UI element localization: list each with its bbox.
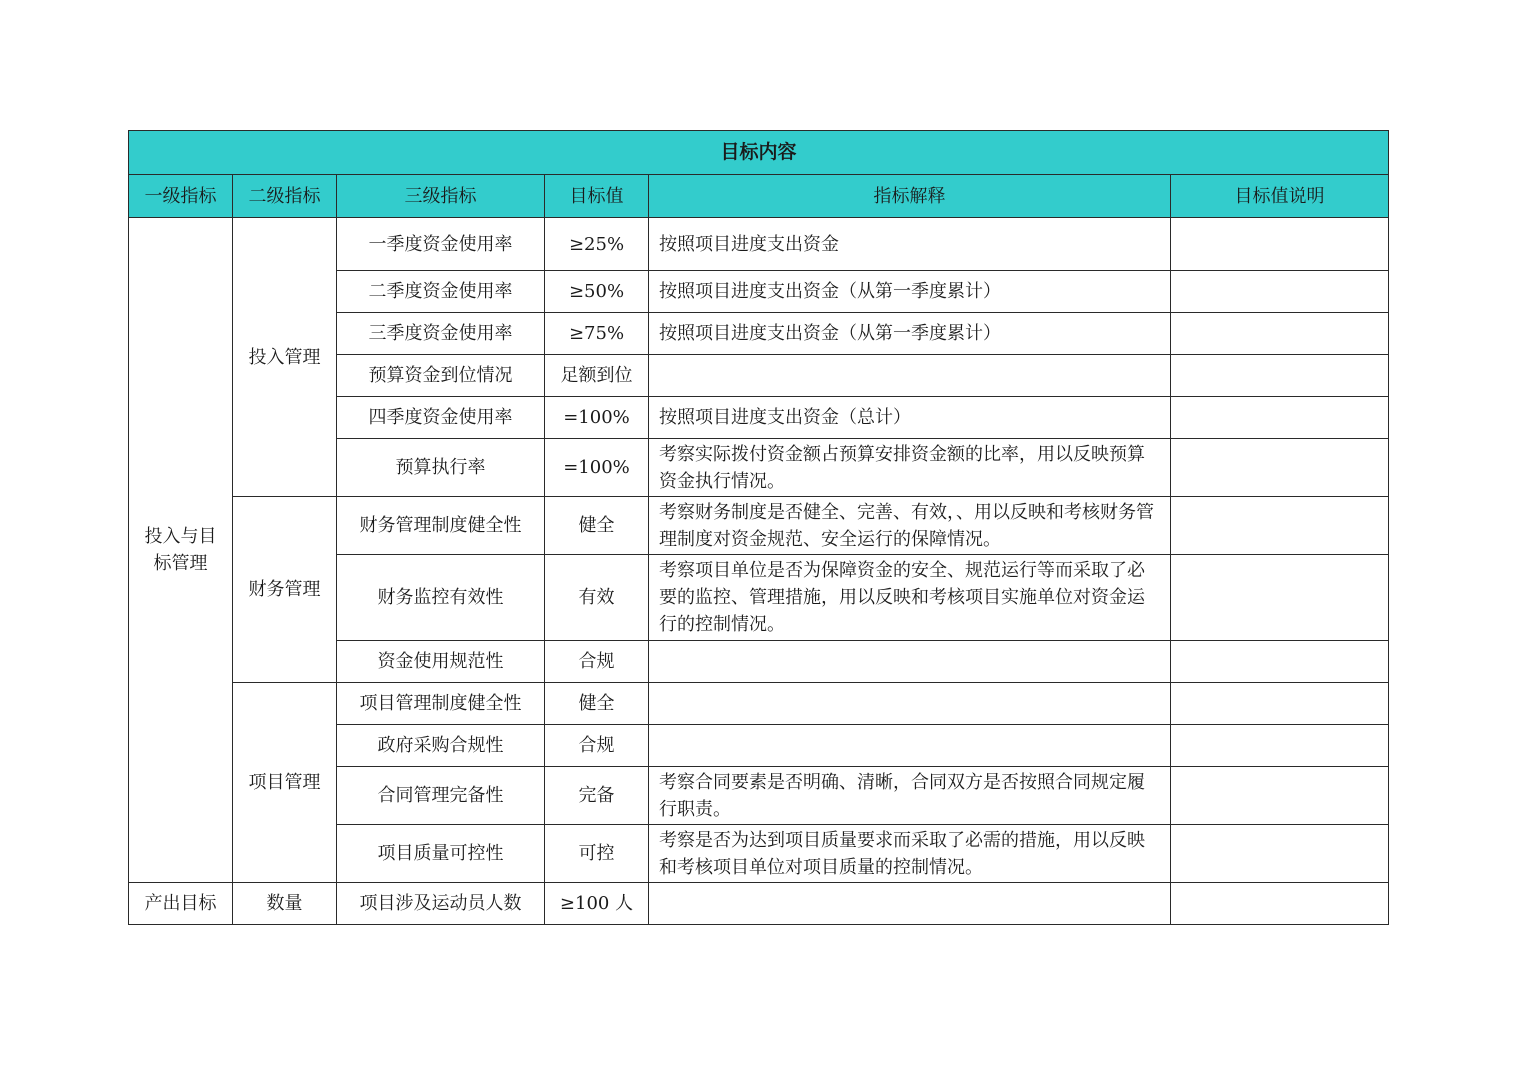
explain-cell bbox=[649, 641, 1171, 683]
level3-cell: 预算执行率 bbox=[337, 439, 545, 497]
level3-cell: 项目质量可控性 bbox=[337, 825, 545, 883]
table-header-row bbox=[129, 175, 1389, 218]
target-cell: 有效 bbox=[545, 555, 649, 641]
explain-cell: 考察合同要素是否明确、清晰，合同双方是否按照合同规定履行职责。 bbox=[649, 767, 1171, 825]
level1-cell: 投入与目标管理 bbox=[129, 218, 233, 883]
target-cell: ≥75% bbox=[545, 313, 649, 355]
explain-cell: 考察是否为达到项目质量要求而采取了必需的措施，用以反映和考核项目单位对项目质量的控制情况。 bbox=[649, 825, 1171, 883]
level3-cell: 预算资金到位情况 bbox=[337, 355, 545, 397]
level3-cell: 财务管理制度健全性 bbox=[337, 497, 545, 555]
header-explain: 指标解释 bbox=[649, 175, 1171, 218]
note-cell bbox=[1171, 683, 1389, 725]
level2-cell: 数量 bbox=[233, 883, 337, 925]
note-cell bbox=[1171, 355, 1389, 397]
table-row bbox=[129, 497, 1389, 555]
target-cell: ≥50% bbox=[545, 271, 649, 313]
target-cell: 可控 bbox=[545, 825, 649, 883]
table-title-row bbox=[129, 131, 1389, 175]
explain-cell bbox=[649, 683, 1171, 725]
level3-cell: 财务监控有效性 bbox=[337, 555, 545, 641]
target-cell: 合规 bbox=[545, 725, 649, 767]
table-row bbox=[129, 883, 1389, 925]
level3-cell: 一季度资金使用率 bbox=[337, 218, 545, 271]
header-note: 目标值说明 bbox=[1171, 175, 1389, 218]
level3-cell: 四季度资金使用率 bbox=[337, 397, 545, 439]
note-cell bbox=[1171, 725, 1389, 767]
explain-cell: 按照项目进度支出资金（从第一季度累计） bbox=[649, 271, 1171, 313]
indicator-table bbox=[128, 130, 1389, 925]
table-row bbox=[129, 683, 1389, 725]
level1-cell: 产出目标 bbox=[129, 883, 233, 925]
note-cell bbox=[1171, 271, 1389, 313]
target-cell: 完备 bbox=[545, 767, 649, 825]
note-cell bbox=[1171, 555, 1389, 641]
note-cell bbox=[1171, 497, 1389, 555]
level3-cell: 合同管理完备性 bbox=[337, 767, 545, 825]
note-cell bbox=[1171, 397, 1389, 439]
level3-cell: 二季度资金使用率 bbox=[337, 271, 545, 313]
explain-cell bbox=[649, 355, 1171, 397]
target-cell: =100% bbox=[545, 397, 649, 439]
target-cell: 足额到位 bbox=[545, 355, 649, 397]
explain-cell: 按照项目进度支出资金（从第一季度累计） bbox=[649, 313, 1171, 355]
explain-cell: 考察项目单位是否为保障资金的安全、规范运行等而采取了必要的监控、管理措施，用以反映和考核项目实施单位对资金运行的控制情况。 bbox=[649, 555, 1171, 641]
explain-cell bbox=[649, 883, 1171, 925]
header-target: 目标值 bbox=[545, 175, 649, 218]
target-cell: 健全 bbox=[545, 683, 649, 725]
level3-cell: 资金使用规范性 bbox=[337, 641, 545, 683]
header-level2: 二级指标 bbox=[233, 175, 337, 218]
explain-cell: 考察实际拨付资金额占预算安排资金额的比率，用以反映预算资金执行情况。 bbox=[649, 439, 1171, 497]
level2-cell: 财务管理 bbox=[233, 497, 337, 683]
table-title: 目标内容 bbox=[129, 131, 1389, 175]
note-cell bbox=[1171, 825, 1389, 883]
header-level1: 一级指标 bbox=[129, 175, 233, 218]
note-cell bbox=[1171, 313, 1389, 355]
level2-cell: 项目管理 bbox=[233, 683, 337, 883]
explain-cell: 按照项目进度支出资金（总计） bbox=[649, 397, 1171, 439]
note-cell bbox=[1171, 641, 1389, 683]
note-cell bbox=[1171, 883, 1389, 925]
note-cell bbox=[1171, 218, 1389, 271]
target-cell: =100% bbox=[545, 439, 649, 497]
note-cell bbox=[1171, 439, 1389, 497]
table-row bbox=[129, 218, 1389, 271]
header-level3: 三级指标 bbox=[337, 175, 545, 218]
level2-cell: 投入管理 bbox=[233, 218, 337, 497]
explain-cell: 考察财务制度是否健全、完善、有效，、用以反映和考核财务管理制度对资金规范、安全运行的保障情况。 bbox=[649, 497, 1171, 555]
explain-cell: 按照项目进度支出资金 bbox=[649, 218, 1171, 271]
level3-cell: 政府采购合规性 bbox=[337, 725, 545, 767]
note-cell bbox=[1171, 767, 1389, 825]
level3-cell: 三季度资金使用率 bbox=[337, 313, 545, 355]
target-cell: ≥100 人 bbox=[545, 883, 649, 925]
level3-cell: 项目管理制度健全性 bbox=[337, 683, 545, 725]
level3-cell: 项目涉及运动员人数 bbox=[337, 883, 545, 925]
explain-cell bbox=[649, 725, 1171, 767]
target-cell: 合规 bbox=[545, 641, 649, 683]
target-cell: ≥25% bbox=[545, 218, 649, 271]
target-cell: 健全 bbox=[545, 497, 649, 555]
